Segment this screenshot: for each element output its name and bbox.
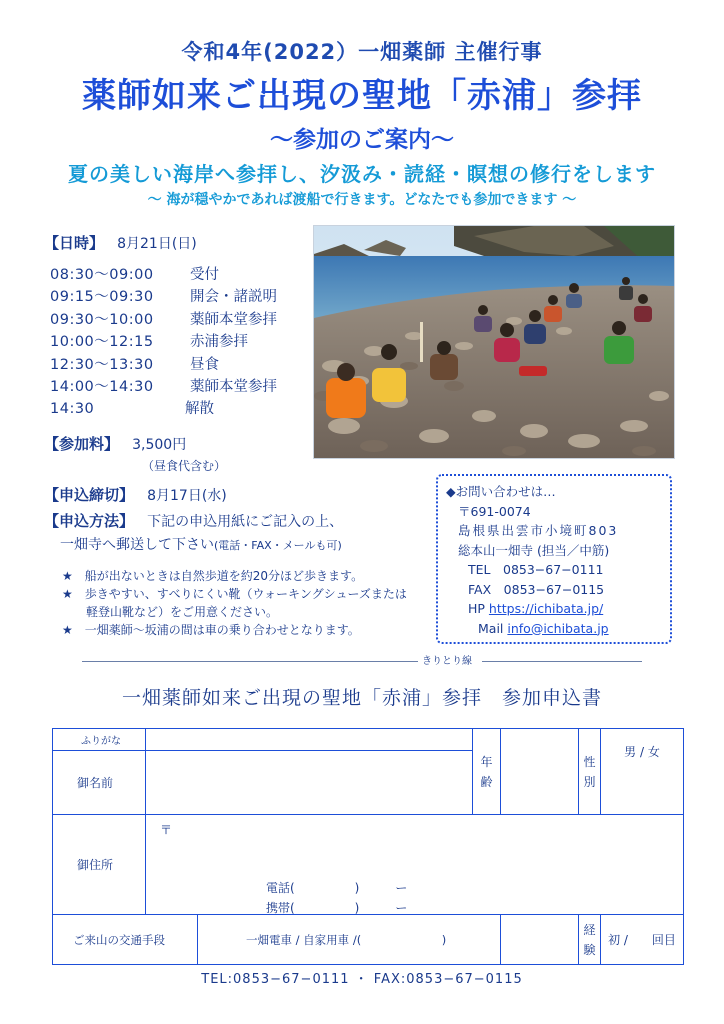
event-title: 薬師如来ご出現の聖地「赤浦」参拝 bbox=[82, 76, 642, 116]
schedule-item: 10:00〜12:15 赤浦参拝 bbox=[50, 334, 248, 351]
age-label: 年 齢 bbox=[473, 729, 501, 815]
event-tagline: 夏の美しい海岸へ参拝し、汐汲み・読経・瞑想の修行をします bbox=[68, 162, 656, 186]
schedule-item: 12:30〜13:30 昼食 bbox=[50, 356, 219, 373]
beach-photo bbox=[313, 225, 675, 459]
method-row bbox=[44, 510, 343, 531]
schedule-item: 14:30 解散 bbox=[50, 401, 214, 418]
contact-hp-label: HP bbox=[468, 601, 485, 616]
cut-line-right bbox=[482, 661, 642, 662]
cut-line-left bbox=[82, 661, 418, 662]
date-value: 8月21日(日) bbox=[117, 236, 197, 252]
contact-box bbox=[436, 474, 672, 644]
notes-list bbox=[62, 567, 407, 639]
contact-hp-row bbox=[458, 599, 662, 619]
name-label: 御名前 bbox=[53, 751, 146, 815]
method-line2-small: (電話・FAX・メールも可) bbox=[214, 539, 342, 552]
note-item: ★ 歩きやすい、すべりにくい靴（ウォーキングシューズまたは bbox=[62, 587, 407, 601]
contact-mail-row bbox=[458, 619, 662, 639]
event-organizer-line: 令和4年(2022）一畑薬師 主催行事 bbox=[181, 40, 543, 64]
experience-label: 経 験 bbox=[579, 915, 601, 965]
schedule-item: 14:00〜14:30 薬師本堂参拝 bbox=[50, 378, 277, 395]
method-line2: 一畑寺へ郵送して下さい bbox=[60, 537, 214, 553]
experience-options[interactable]: 初 / 回目 bbox=[601, 915, 684, 965]
mobile-line: 携帯( ) ー bbox=[266, 901, 408, 915]
schedule-item: 09:15〜09:30 開会・諸説明 bbox=[50, 289, 277, 306]
date-label: 【日時】 bbox=[44, 234, 105, 252]
postal-mark: 〒 bbox=[160, 823, 173, 837]
fee-row bbox=[44, 433, 186, 454]
fee-note: （昼食代含む） bbox=[142, 459, 227, 473]
contact-zip: 〒691-0074 bbox=[458, 503, 531, 519]
address-field[interactable] bbox=[146, 815, 684, 915]
phone-line: 電話( ) ー bbox=[266, 881, 408, 895]
note-item: ★ 船が出ないときは自然歩道を約20分ほど歩きます。 bbox=[62, 569, 364, 583]
contact-org: 総本山一畑寺 (担当／中筋) bbox=[458, 542, 610, 558]
contact-fax: FAX 0853−67−0115 bbox=[468, 581, 605, 597]
contact-mail-label: Mail bbox=[478, 620, 504, 636]
name-field[interactable] bbox=[146, 751, 473, 815]
schedule-item: 08:30〜09:00 受付 bbox=[50, 267, 219, 283]
schedule-list bbox=[50, 264, 277, 421]
transport-spacer bbox=[501, 915, 579, 965]
transport-options[interactable]: 一畑電車 / 自家用車 /( ) bbox=[198, 915, 501, 965]
application-form bbox=[52, 728, 684, 965]
method-line2-row bbox=[60, 534, 342, 554]
form-title: 一畑薬師如来ご出現の聖地「赤浦」参拝 参加申込書 bbox=[121, 687, 602, 709]
address-label: 御住所 bbox=[53, 815, 146, 915]
method-label: 【申込方法】 bbox=[44, 512, 135, 530]
deadline-value: 8月17日(水) bbox=[147, 488, 227, 504]
contact-heading: ◆お問い合わせは… bbox=[446, 484, 556, 499]
cut-line-label: きりとり線 bbox=[422, 656, 472, 667]
gender-label: 性 別 bbox=[579, 729, 601, 815]
contact-address: 島根県出雲市小境町803 bbox=[458, 523, 619, 538]
schedule-item: 09:30〜10:00 薬師本堂参拝 bbox=[50, 311, 277, 328]
fee-value: 3,500円 bbox=[132, 437, 187, 453]
event-subtitle: 〜参加のご案内〜 bbox=[270, 127, 454, 153]
gender-options[interactable]: 男 / 女 bbox=[601, 729, 684, 815]
method-line1: 下記の申込用紙にご記入の上、 bbox=[147, 514, 344, 530]
fee-label: 【参加料】 bbox=[44, 435, 120, 453]
contact-hp-link[interactable]: https://ichibata.jp/ bbox=[488, 601, 604, 616]
contact-mail-link[interactable]: info@ichibata.jp bbox=[507, 620, 609, 636]
event-note: 〜 海が穏やかであれば渡船で行きます。どなたでも参加できます 〜 bbox=[147, 192, 577, 208]
age-field[interactable] bbox=[501, 729, 579, 815]
deadline-row bbox=[44, 484, 227, 505]
transport-label: ご来山の交通手段 bbox=[53, 915, 198, 965]
contact-tel: TEL 0853−67−0111 bbox=[468, 562, 604, 577]
cut-line bbox=[82, 652, 642, 670]
note-item: ★ 一畑薬師〜坂浦の間は車の乗り合わせとなります。 bbox=[62, 623, 360, 637]
furigana-field[interactable] bbox=[146, 729, 473, 751]
footer-contact: TEL:0853−67−0111 ・ FAX:0853−67−0115 bbox=[201, 972, 523, 987]
furigana-label: ふりがな bbox=[53, 729, 146, 751]
date-row bbox=[44, 232, 197, 253]
deadline-label: 【申込締切】 bbox=[44, 486, 135, 504]
note-item: 軽登山靴など）をご用意ください。 bbox=[62, 605, 279, 619]
